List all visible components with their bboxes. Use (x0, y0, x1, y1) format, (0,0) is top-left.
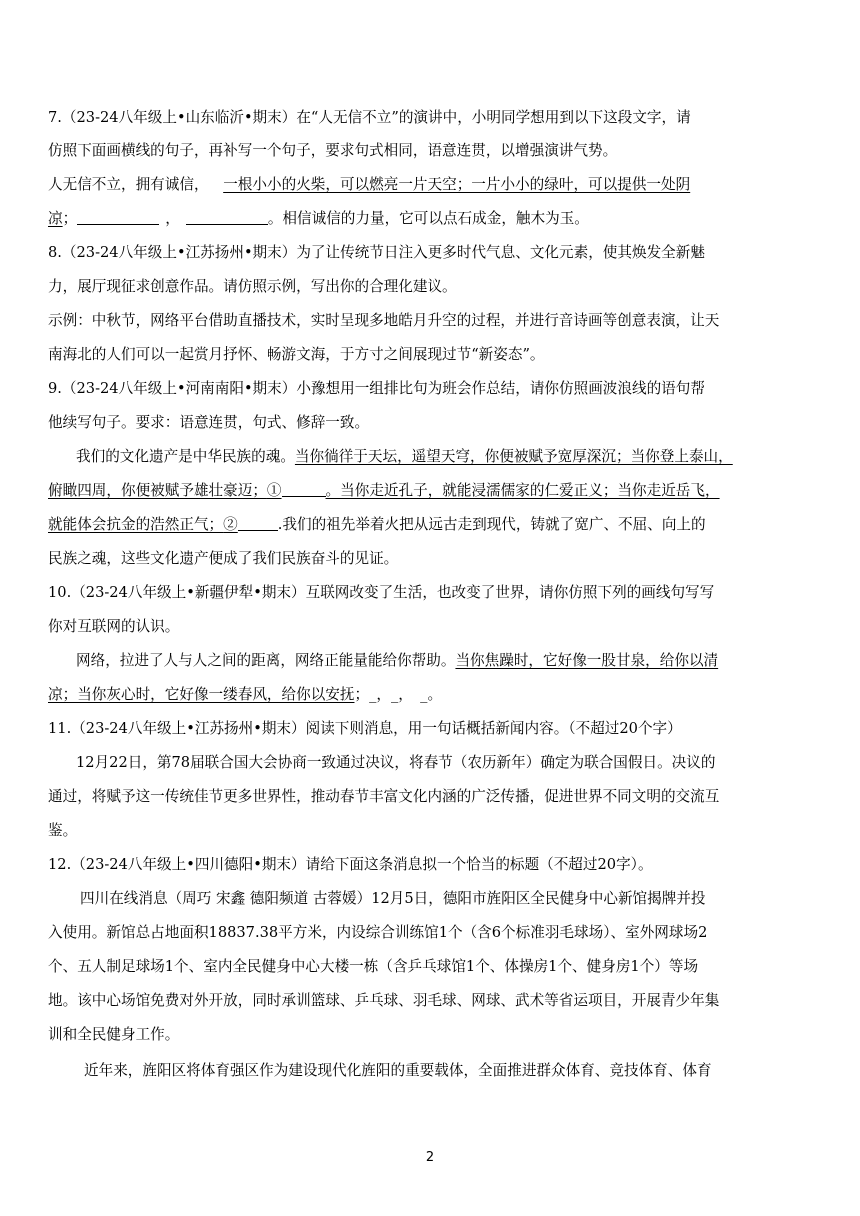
q12-line-7: 近年来，旌阳区将体育强区作为建设现代化旌阳的重要载体，全面推进群众体育、竞技体育、体育 (84, 1062, 712, 1079)
q9-line-1: 9.（23-24八年级上•河南南阳•期末）小豫想用一组排比句为班会作总结，请你仿照画波浪线的语句帮 (48, 380, 705, 397)
q7-separator: ； (62, 210, 78, 227)
q7-line-2: 仿照下面画横线的句子，再补写一个句子，要求句式相同，语意连贯，以增强演讲气势。 (48, 142, 618, 159)
q7-line-1: 7.（23-24八年级上•山东临沂•期末）在“人无信不立”的演讲中，小明同学想用到以下这段文字，请 (48, 109, 691, 126)
q8-line-4: 南海北的人们可以一起赏月抒怀、畅游文海，于方寸之间展现过节“新姿态”。 (48, 346, 545, 363)
q10-line-4-suffix: ；_，_， _。 (354, 686, 443, 703)
q12-line-6: 训和全民健身工作。 (48, 1026, 180, 1043)
q8-line-2: 力，展厅现征求创意作品。请仿照示例，写出你的合理化建议。 (48, 278, 457, 295)
q9-blank-marker-2: ② (223, 516, 238, 533)
q9-blank-2[interactable] (238, 516, 278, 531)
q7-underlined-sentence: 一根小小的火柴，可以燃亮一片天空；一片小小的绿叶，可以提供一处阴 (223, 176, 691, 193)
q9-wavy-sentence-1: 当你徜徉于天坛，遥望天穹，你便被赋予宽厚深沉；当你登上泰山， (294, 448, 733, 465)
q9-line-6: 民族之魂，这些文化遗产便成了我们民族奋斗的见证。 (48, 550, 399, 567)
q10-line-1: 10.（23-24八年级上•新疆伊犁•期末）互联网改变了生活，也改变了世界，请你仿照下列的画线句写写 (48, 584, 715, 601)
q9-line-5-suffix: .我们的祖先举着火把从远古走到现代，铸就了宽广、不屈、向上的 (277, 516, 706, 533)
q8-line-3: 示例：中秋节，网络平台借助直播技术，实时呈现多地皓月升空的过程，并进行音诗画等创意表演，让天 (48, 312, 720, 329)
q9-blank-1[interactable] (282, 482, 326, 497)
q10-line-3-prefix: 网络，拉进了人与人之间的距离，网络正能量能给你帮助。 (76, 652, 456, 669)
q10-underlined-end: 凉；当你灰心时，它好像一缕春风，给你以安抚 (48, 686, 355, 703)
q10-line-4 (48, 685, 442, 705)
q7-comma: ， (165, 210, 180, 227)
q12-line-1: 12.（23-24八年级上•四川德阳•期末）请给下面这条消息拟一个恰当的标题（不超过20字）。 (48, 856, 653, 873)
q7-blank-1[interactable] (77, 210, 159, 225)
page-number: 2 (425, 1150, 435, 1165)
q9-line-5 (48, 515, 706, 535)
q11-line-2: 12月22日，第78届联合国大会协商一致通过决议，将春节（农历新年）确定为联合国假日。决议的 (76, 754, 716, 771)
q7-blank-2[interactable] (186, 210, 268, 225)
q7-line-3-prefix: 人无信不立，拥有诚信， (48, 176, 209, 193)
q9-wavy-sentence-2: 俯瞰四周，你便被赋予雄壮豪迈； (48, 482, 267, 499)
q9-line-2: 他续写句子。要求：语意连贯，句式、修辞一致。 (48, 414, 370, 431)
q9-line-3 (76, 447, 733, 467)
q9-wavy-sentence-3: 。当你走近孔子，就能浸濡儒家的仁爱正义；当你走近岳飞， (325, 482, 720, 499)
q11-line-3: 通过，将赋予这一传统佳节更多世界性，推动春节丰富文化内涵的广泛传播，促进世界不同文明的交流互 (48, 788, 720, 805)
q12-line-5: 地。该中心场馆免费对外开放，同时承训篮球、乒乓球、羽毛球、网球、武术等省运项目，开展青少年集 (48, 992, 720, 1009)
q12-line-3: 入使用。新馆总占地面积18837.38平方米，内设综合训练馆1个（含6个标准羽毛球场）、室外网球场2 (48, 924, 708, 941)
q11-line-4: 鉴。 (48, 822, 78, 839)
q10-line-3 (76, 651, 718, 671)
q11-line-1: 11.（23-24八年级上•江苏扬州•期末）阅读下则消息，用一句话概括新闻内容。（不超过20个字） (48, 720, 682, 737)
q12-line-2: 四川在线消息（周巧 宋鑫 德阳频道 古蓉媛）12月5日，德阳市旌阳区全民健身中心新馆揭牌并投 (80, 890, 706, 907)
q9-wavy-sentence-4: 就能体会抗金的浩然正气； (48, 516, 224, 533)
q8-line-1: 8.（23-24八年级上•江苏扬州•期末）为了让传统节日注入更多时代气息、文化元素，使其焕发全新魅 (48, 244, 705, 261)
q9-line-3-prefix: 我们的文化遗产是中华民族的魂。 (76, 448, 295, 465)
q7-underlined-end: 凉 (48, 210, 63, 227)
q12-line-4: 个、五人制足球场1个、室内全民健身中心大楼一栋（含乒乓球馆1个、体操房1个、健身房1个）等场 (48, 958, 699, 975)
q10-line-2: 你对互联网的认识。 (48, 618, 180, 635)
q7-line-4 (48, 209, 589, 229)
q7-line-4-suffix: 。相信诚信的力量，它可以点石成金，触木为玉。 (267, 210, 589, 227)
q9-line-4 (48, 481, 720, 501)
q7-line-3 (48, 175, 690, 195)
q10-underlined-sentence: 当你焦躁时，它好像一股甘泉，给你以清 (455, 652, 719, 669)
q9-blank-marker-1: ① (266, 482, 282, 499)
